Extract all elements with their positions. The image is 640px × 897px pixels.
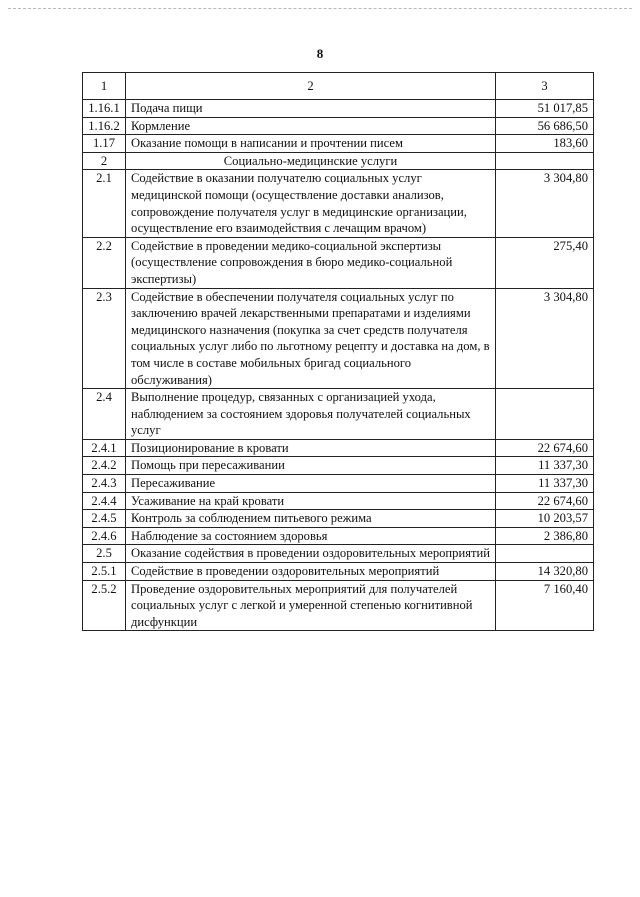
- row-number: 2.4.4: [83, 492, 126, 510]
- table-row: [83, 389, 594, 440]
- row-service: Пересаживание: [126, 475, 496, 493]
- row-price: 14 320,80: [496, 563, 594, 581]
- row-number: 2.5.2: [83, 580, 126, 631]
- row-service: Позиционирование в кровати: [126, 439, 496, 457]
- row-number: 2.4.2: [83, 457, 126, 475]
- row-service: Оказание помощи в написании и прочтении писем: [126, 135, 496, 153]
- row-number: 1.16.2: [83, 117, 126, 135]
- table-row: [83, 288, 594, 389]
- row-number: 2.4.5: [83, 510, 126, 528]
- table-row: [83, 117, 594, 135]
- row-number: 2.4.3: [83, 475, 126, 493]
- row-number: 1.16.1: [83, 100, 126, 118]
- row-price: [496, 152, 594, 170]
- table-row: [83, 545, 594, 563]
- column-header-service: 2: [126, 73, 496, 100]
- row-price: 183,60: [496, 135, 594, 153]
- row-price: 2 386,80: [496, 527, 594, 545]
- table-row: [83, 527, 594, 545]
- row-price: 275,40: [496, 237, 594, 288]
- row-service: Контроль за соблюдением питьевого режима: [126, 510, 496, 528]
- row-number: 2.2: [83, 237, 126, 288]
- row-service: Проведение оздоровительных мероприятий для получателей социальных услуг с легкой и умеренной степенью когнитивной дисфункции: [126, 580, 496, 631]
- row-service: Подача пищи: [126, 100, 496, 118]
- row-price: 7 160,40: [496, 580, 594, 631]
- table-row: [83, 457, 594, 475]
- row-number: 1.17: [83, 135, 126, 153]
- table-row: [83, 492, 594, 510]
- section-title: Социально-медицинские услуги: [126, 152, 496, 170]
- page-number: 8: [316, 46, 324, 61]
- row-service: Содействие в обеспечении получателя социальных услуг по заключению врачей лекарственными препаратами и изделиями медицинского назначения (покупка за счет средств получателя социальных услуг либо по льготному рецепту и доставка на дом, в том числе в составе мобильных бригад социального обслуживания): [126, 288, 496, 389]
- row-service: Усаживание на край кровати: [126, 492, 496, 510]
- table-row: [83, 170, 594, 237]
- row-price: [496, 545, 594, 563]
- row-service: Кормление: [126, 117, 496, 135]
- row-number: 2.5.1: [83, 563, 126, 581]
- row-price: 10 203,57: [496, 510, 594, 528]
- row-service: Выполнение процедур, связанных с организацией ухода, наблюдением за состоянием здоровья получателей социальных услуг: [126, 389, 496, 440]
- row-number: 2.3: [83, 288, 126, 389]
- table-row: [83, 580, 594, 631]
- row-number: 2.5: [83, 545, 126, 563]
- row-number: 2.1: [83, 170, 126, 237]
- table-row: [83, 510, 594, 528]
- services-price-table: [82, 72, 594, 631]
- row-service: Содействие в проведении оздоровительных мероприятий: [126, 563, 496, 581]
- row-price: 22 674,60: [496, 492, 594, 510]
- column-header-price: 3: [496, 73, 594, 100]
- row-number: 2.4: [83, 389, 126, 440]
- row-service: Наблюдение за состоянием здоровья: [126, 527, 496, 545]
- table-row: [83, 439, 594, 457]
- row-service: Содействие в оказании получателю социальных услуг медицинской помощи (осуществление доставки анализов, сопровождение получателя услуг в медицинские организации, осуществление его взаимодействия с лечащим врачом): [126, 170, 496, 237]
- row-price: 11 337,30: [496, 475, 594, 493]
- row-price: 3 304,80: [496, 288, 594, 389]
- table-row: [83, 237, 594, 288]
- table-row: [83, 563, 594, 581]
- table-row: [83, 475, 594, 493]
- table-header-row: [83, 73, 594, 100]
- row-number: 2: [83, 152, 126, 170]
- row-price: [496, 389, 594, 440]
- column-header-number: 1: [83, 73, 126, 100]
- row-service: Помощь при пересаживании: [126, 457, 496, 475]
- row-price: 22 674,60: [496, 439, 594, 457]
- table-section-row: [83, 152, 594, 170]
- row-service: Оказание содействия в проведении оздоровительных мероприятий: [126, 545, 496, 563]
- row-number: 2.4.1: [83, 439, 126, 457]
- scan-top-edge: [8, 8, 632, 9]
- row-price: 3 304,80: [496, 170, 594, 237]
- table-row: [83, 135, 594, 153]
- table-row: [83, 100, 594, 118]
- row-service: Содействие в проведении медико-социальной экспертизы (осуществление сопровождения в бюро медико-социальной экспертизы): [126, 237, 496, 288]
- row-price: 56 686,50: [496, 117, 594, 135]
- row-price: 11 337,30: [496, 457, 594, 475]
- row-number: 2.4.6: [83, 527, 126, 545]
- row-price: 51 017,85: [496, 100, 594, 118]
